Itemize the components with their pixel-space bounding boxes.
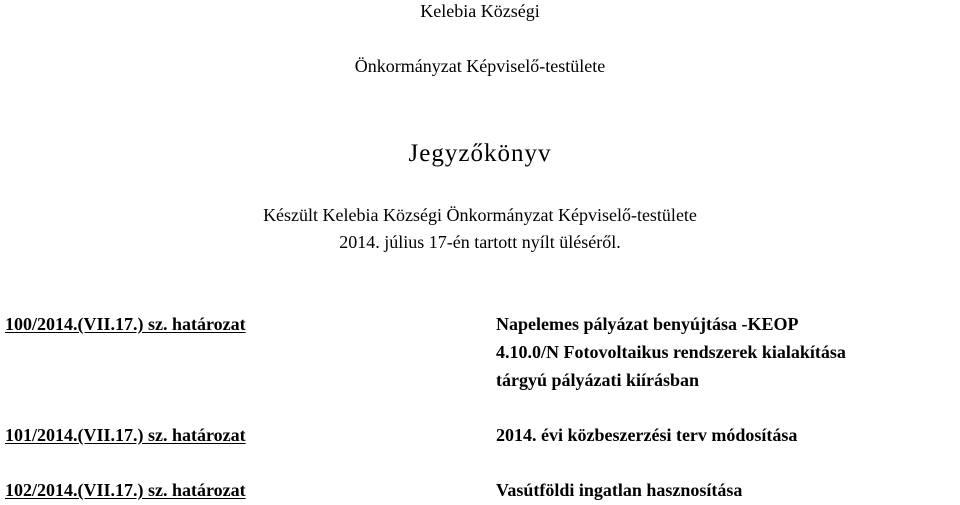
intro-line-2: 2014. július 17-én tartott nyílt üléséről. — [339, 232, 621, 252]
resolution-number-100: 100/2014.(VII.17.) sz. határozat — [5, 314, 246, 334]
resolution-subject-101: 2014. évi közbeszerzési terv módosítása — [496, 425, 798, 445]
resolution-subject-100-line-3: tárgyú pályázati kiírásban — [496, 370, 700, 390]
document-title: Jegyzőkönyv — [408, 140, 552, 167]
intro-line-1: Készült Kelebia Községi Önkormányzat Képviselő-testülete — [263, 205, 697, 225]
header-municipality: Kelebia Községi — [420, 1, 540, 21]
resolution-subject-102: Vasútföldi ingatlan hasznosítása — [496, 480, 743, 500]
resolution-subject-100-line-2: 4.10.0/N Fotovoltaikus rendszerek kialakítása — [496, 342, 846, 362]
resolution-number-101: 101/2014.(VII.17.) sz. határozat — [5, 425, 246, 445]
header-council: Önkormányzat Képviselő-testülete — [354, 56, 606, 76]
resolution-subject-100-line-1: Napelemes pályázat benyújtása -KEOP — [496, 314, 799, 334]
resolution-number-102: 102/2014.(VII.17.) sz. határozat — [5, 480, 246, 500]
